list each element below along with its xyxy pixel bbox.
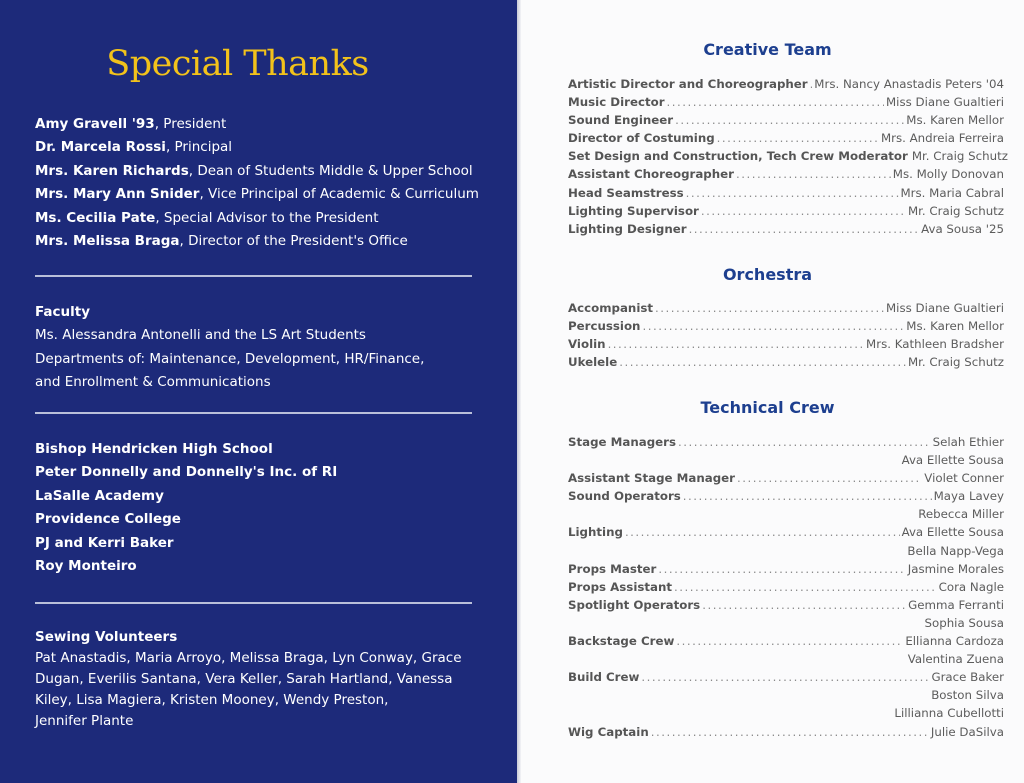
credit-person: Selah Ethier xyxy=(932,435,1004,449)
credit-role: Props Assistant xyxy=(568,579,673,594)
technical-crew-list xyxy=(568,435,1004,743)
credit-row xyxy=(568,670,1004,688)
organization-name: Peter Donnelly and Donnelly's Inc. of RI xyxy=(35,464,338,481)
credit-row xyxy=(568,222,1004,240)
credit-person: Miss Diane Gualtieri xyxy=(886,95,1004,110)
orchestra-list xyxy=(568,301,1004,373)
orchestra-title: Orchestra xyxy=(722,265,813,284)
credit-person: Bella Napp-Vega xyxy=(907,543,1004,558)
organization-item xyxy=(35,485,485,508)
divider xyxy=(35,275,472,277)
creative-team-title: Creative Team xyxy=(703,40,832,59)
credit-person: Miss Diane Gualtieri xyxy=(886,301,1004,315)
credit-role: Music Director xyxy=(568,95,665,110)
credit-person: Mr. Craig Schutz xyxy=(907,203,1004,218)
dot-leader xyxy=(676,634,903,648)
technical-crew-title: Technical Crew xyxy=(700,398,835,417)
credit-row xyxy=(568,131,1004,149)
credit-role: Violin xyxy=(568,337,606,352)
faculty-line: and Enrollment & Communications xyxy=(35,374,271,391)
sewing-line: Dugan, Everilis Santana, Vera Keller, Sarah Hartland, Vanessa xyxy=(35,671,453,687)
credit-person: Cora Nagle xyxy=(938,579,1004,594)
credit-row xyxy=(568,525,1004,543)
credit-row xyxy=(568,95,1004,113)
credit-row xyxy=(568,301,1004,319)
credit-role: Lighting Supervisor xyxy=(568,203,699,218)
credit-row xyxy=(568,634,1004,652)
thanks-role: , Dean of Students Middle & Upper School xyxy=(188,162,473,179)
faculty-heading xyxy=(35,301,485,324)
credit-role: Percussion xyxy=(568,319,641,334)
credit-person: Julie DaSilva xyxy=(930,724,1004,739)
dot-leader xyxy=(658,562,905,576)
thanks-role: , Director of the President's Office xyxy=(179,233,408,250)
thanks-entry xyxy=(35,183,485,206)
organization-item xyxy=(35,508,485,531)
credit-role: Director of Costuming xyxy=(568,131,715,146)
credit-row xyxy=(568,453,1004,471)
thanks-name: Amy Gravell '93 xyxy=(35,116,155,132)
thanks-name: Mrs. Karen Richards xyxy=(35,162,189,179)
credit-row xyxy=(568,544,1004,562)
credit-person: Ms. Molly Donovan xyxy=(892,167,1004,182)
credit-row xyxy=(568,562,1004,580)
dot-leader xyxy=(689,222,920,236)
credit-row xyxy=(568,319,1004,337)
credit-person: Boston Silva xyxy=(931,688,1004,703)
credit-role: Assistant Choreographer xyxy=(568,167,734,182)
credit-person: Mr. Craig Schutz xyxy=(907,355,1004,370)
credit-role: Artistic Director and Choreographer xyxy=(568,77,808,91)
sewing-line: Jennifer Plante xyxy=(35,713,134,729)
divider xyxy=(35,602,472,604)
dot-leader xyxy=(737,471,922,485)
credit-person: Maya Lavey xyxy=(933,489,1004,504)
sewing-heading: Sewing Volunteers xyxy=(35,629,178,645)
credit-person: Valentina Zuena xyxy=(907,652,1004,667)
dot-leader xyxy=(619,355,906,369)
credit-person: Grace Baker xyxy=(931,670,1004,685)
faculty-heading-text: Faculty xyxy=(35,304,91,320)
organization-name: LaSalle Academy xyxy=(35,487,164,504)
thanks-name: Mrs. Melissa Braga xyxy=(35,233,180,250)
credit-role: Sound Engineer xyxy=(568,113,674,128)
faculty-line: Departments of: Maintenance, Development, HR/Finance, xyxy=(35,350,425,367)
sewing-line: Kiley, Lisa Magiera, Kristen Mooney, Wendy Preston, xyxy=(35,692,389,708)
credit-person: Ava Ellette Sousa xyxy=(901,525,1004,540)
dot-leader xyxy=(651,725,929,739)
credit-row xyxy=(568,652,1004,670)
credit-person: Lillianna Cubellotti xyxy=(894,706,1004,721)
credit-role: Props Master xyxy=(568,561,657,576)
credit-row xyxy=(568,616,1004,634)
credit-person: Ms. Karen Mellor xyxy=(906,113,1004,128)
credit-role: Ukelele xyxy=(568,355,618,370)
credit-person: Rebecca Miller xyxy=(918,507,1004,522)
dot-leader xyxy=(625,525,900,539)
credit-row xyxy=(568,580,1004,598)
credit-role: Assistant Stage Manager xyxy=(568,471,735,486)
dot-leader xyxy=(675,113,904,127)
dot-leader xyxy=(655,301,884,315)
credits-panel xyxy=(521,0,1024,783)
credit-role: Head Seamstress xyxy=(568,185,684,200)
credit-person: Ms. Karen Mellor xyxy=(906,319,1004,334)
credit-row xyxy=(568,186,1004,204)
credit-role: Spotlight Operators xyxy=(568,597,701,612)
credit-row xyxy=(568,725,1004,743)
divider xyxy=(35,412,472,414)
dot-leader xyxy=(641,670,929,684)
credit-row xyxy=(568,167,1004,185)
credit-person: Gemma Ferranti xyxy=(908,597,1004,612)
credit-row xyxy=(568,204,1004,222)
credit-person: Jasmine Morales xyxy=(907,561,1004,576)
dot-leader xyxy=(683,489,932,503)
credit-row xyxy=(568,337,1004,355)
dot-leader xyxy=(736,167,891,181)
organization-name: PJ and Kerri Baker xyxy=(35,534,174,551)
credit-person: Mrs. Kathleen Bradsher xyxy=(866,337,1004,352)
dot-leader xyxy=(701,204,906,218)
credit-row xyxy=(568,435,1004,453)
credit-role: Wig Captain xyxy=(568,724,649,739)
organization-item xyxy=(35,532,485,555)
credit-row xyxy=(568,706,1004,724)
organization-item xyxy=(35,461,485,484)
sewing-line: Pat Anastadis, Maria Arroyo, Melissa Braga, Lyn Conway, Grace xyxy=(35,650,462,666)
sewing-volunteers-section xyxy=(35,627,485,732)
credit-role: Set Design and Construction, Tech Crew Moderator xyxy=(568,149,908,164)
credit-person: Mrs. Maria Cabral xyxy=(900,185,1004,200)
credit-row xyxy=(568,688,1004,706)
thanks-entry xyxy=(35,207,485,230)
faculty-section xyxy=(35,301,485,395)
thanks-role: , Principal xyxy=(165,139,233,156)
organization-item xyxy=(35,555,485,578)
dot-leader xyxy=(686,186,899,200)
credit-role: Build Crew xyxy=(568,670,640,685)
thanks-name: Dr. Marcela Rossi xyxy=(35,139,166,156)
credit-row xyxy=(568,507,1004,525)
special-thanks-title: Special Thanks xyxy=(106,44,369,84)
thanks-name: Ms. Cecilia Pate xyxy=(35,209,156,226)
credit-row xyxy=(568,489,1004,507)
credit-role: Lighting xyxy=(568,525,623,540)
thanks-role: , President xyxy=(154,116,227,132)
credit-row xyxy=(568,355,1004,373)
credit-row xyxy=(568,113,1004,131)
organization-name: Providence College xyxy=(35,511,181,528)
credit-person: Mrs. Nancy Anastadis Peters '04 xyxy=(814,77,1004,91)
dot-leader xyxy=(642,319,904,333)
credit-person: Sophia Sousa xyxy=(924,615,1004,630)
credit-role: Lighting Designer xyxy=(568,221,687,236)
credit-row xyxy=(568,149,1008,167)
credit-person: Mrs. Andreia Ferreira xyxy=(880,131,1004,146)
credit-role: Sound Operators xyxy=(568,489,681,504)
dot-leader xyxy=(608,337,864,351)
dot-leader xyxy=(678,435,931,449)
organization-item xyxy=(35,438,485,461)
thanks-entry xyxy=(35,136,485,159)
organizations-list xyxy=(35,438,485,578)
credit-row xyxy=(568,471,1004,489)
dot-leader xyxy=(674,580,937,594)
organization-name: Roy Monteiro xyxy=(35,558,137,575)
thanks-entry xyxy=(35,160,485,183)
thanks-entry xyxy=(35,230,485,253)
creative-team-list xyxy=(568,77,1008,240)
organization-name: Bishop Hendricken High School xyxy=(35,441,273,457)
credit-role: Stage Managers xyxy=(568,435,676,449)
dot-leader xyxy=(810,77,813,91)
credit-person: Mr. Craig Schutz xyxy=(911,149,1008,164)
thanks-role: , Special Advisor to the President xyxy=(155,209,379,226)
dot-leader xyxy=(667,95,884,109)
thanks-role: , Vice Principal of Academic & Curriculum xyxy=(199,186,479,203)
credit-role: Accompanist xyxy=(568,301,654,315)
credit-role: Backstage Crew xyxy=(568,634,675,649)
dot-leader xyxy=(717,131,879,145)
faculty-line: Ms. Alessandra Antonelli and the LS Art Students xyxy=(35,327,366,344)
credit-row xyxy=(568,77,1004,95)
dot-leader xyxy=(702,598,906,612)
credit-person: Violet Conner xyxy=(924,471,1004,486)
thanks-name: Mrs. Mary Ann Snider xyxy=(35,186,200,203)
administration-list xyxy=(35,113,485,253)
credit-person: Ellianna Cardoza xyxy=(905,634,1004,649)
credit-person: Ava Sousa '25 xyxy=(921,221,1004,236)
credit-row xyxy=(568,598,1004,616)
thanks-entry xyxy=(35,113,485,136)
credit-person: Ava Ellette Sousa xyxy=(901,453,1004,468)
